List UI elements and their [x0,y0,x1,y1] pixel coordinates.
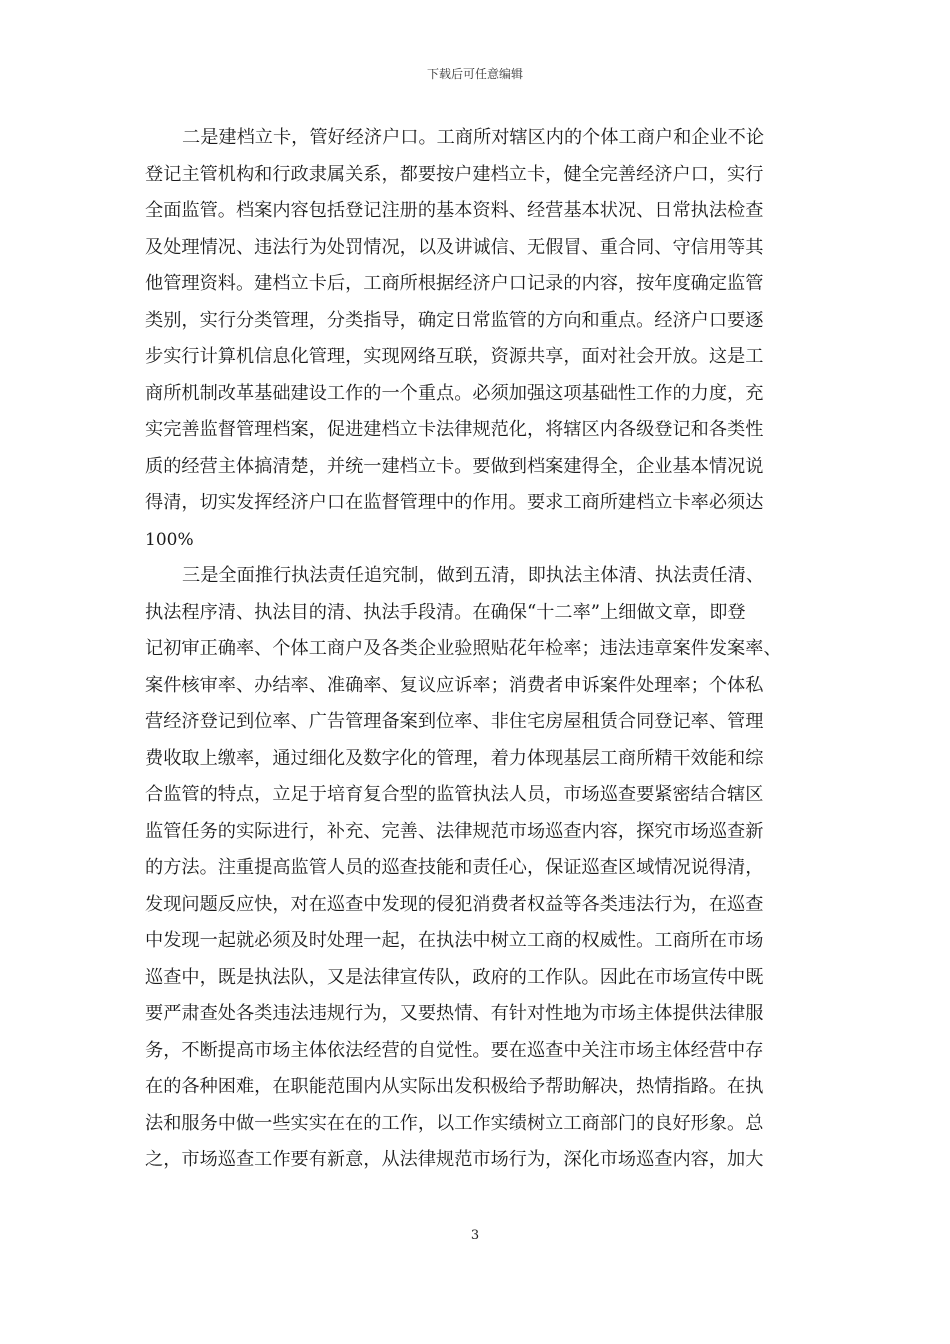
text-line: 及处理情况、违法行为处罚情况，以及讲诚信、无假冒、重合同、守信用等其 [145,236,764,258]
text-line: 营经济登记到位率、广告管理备案到位率、非住宅房屋租赁合同登记率、管理 [145,711,764,732]
text-line: 类别，实行分类管理，分类指导，确定日常监管的方向和重点。经济户口要逐 [145,309,764,331]
text-line: 要严肃查处各类违法违规行为，又要热情、有针对性地为市场主体提供法律服 [145,1003,764,1024]
text-line: 登记主管机构和行政隶属关系，都要按户建档立卡，健全完善经济户口，实行 [145,163,764,185]
text-line: 质的经营主体搞清楚，并统一建档立卡。要做到档案建得全，企业基本情况说 [145,455,764,477]
text-line: 费收取上缴率，通过细化及数字化的管理，着力体现基层工商所精干效能和综 [145,747,764,769]
text-line: 执法程序清、执法目的清、执法手段清。在确保“十二率”上细做文章，即登 [145,601,746,623]
document-body [145,120,807,1179]
text-line: 案件核审率、办结率、准确率、复议应诉率；消费者申诉案件处理率；个体私 [145,674,764,696]
text-line: 商所机制改革基础建设工作的一个重点。必须加强这项基础性工作的力度，充 [145,382,764,404]
text-line: 步实行计算机信息化管理，实现网络互联，资源共享，面对社会开放。这是工 [145,346,764,367]
text-line: 二是建档立卡，管好经济户口。工商所对辖区内的个体工商户和企业不论 [182,127,765,148]
text-line: 发现问题反应快，对在巡查中发现的侵犯消费者权益等各类违法行为，在巡查 [145,893,764,915]
text-line: 监管任务的实际进行，补充、完善、法律规范市场巡查内容，探究市场巡查新 [145,820,764,842]
text-line: 记初审正确率、个体工商户及各类企业验照贴花年检率；违法违章案件发案率、 [145,638,782,659]
text-line: 在的各种困难，在职能范围内从实际出发积极给予帮助解决，热情指路。在执 [145,1076,764,1097]
text-line: 巡查中，既是执法队，又是法律宣传队，政府的工作队。因此在市场宣传中既 [145,966,764,988]
text-line: 他管理资料。建档立卡后，工商所根据经济户口记录的内容，按年度确定监管 [145,273,764,294]
page-header: 下载后可任意编辑 [426,67,523,81]
paragraph-archiving [145,120,807,558]
page-number: 3 [470,1228,480,1243]
text-line: 实完善监督管理档案，促进建档立卡法律规范化，将辖区内各级登记和各类性 [145,419,764,440]
text-line: 务，不断提高市场主体依法经营的自觉性。要在巡查中关注市场主体经营中存 [145,1039,764,1061]
text-line: 得清，切实发挥经济户口在监督管理中的作用。要求工商所建档立卡率必须达 [145,492,764,513]
text-line: 三是全面推行执法责任追究制，做到五清，即执法主体清、执法责任清、 [182,565,765,586]
paragraph-enforcement [145,558,807,1179]
text-line: 的方法。注重提高监管人员的巡查技能和责任心，保证巡查区域情况说得清， [145,857,764,878]
text-line: 全面监管。档案内容包括登记注册的基本资料、经营基本状况、日常执法检查 [145,200,764,221]
text-line: 法和服务中做一些实实在在的工作，以工作实绩树立工商部门的良好形象。总 [145,1112,764,1134]
text-line: 之，市场巡查工作要有新意，从法律规范市场行为，深化市场巡查内容，加大 [145,1149,764,1170]
text-line: 合监管的特点，立足于培育复合型的监管执法人员，市场巡查要紧密结合辖区 [145,784,764,805]
text-line: 100% [145,529,194,550]
text-line: 中发现一起就必须及时处理一起，在执法中树立工商的权威性。工商所在市场 [145,930,764,951]
